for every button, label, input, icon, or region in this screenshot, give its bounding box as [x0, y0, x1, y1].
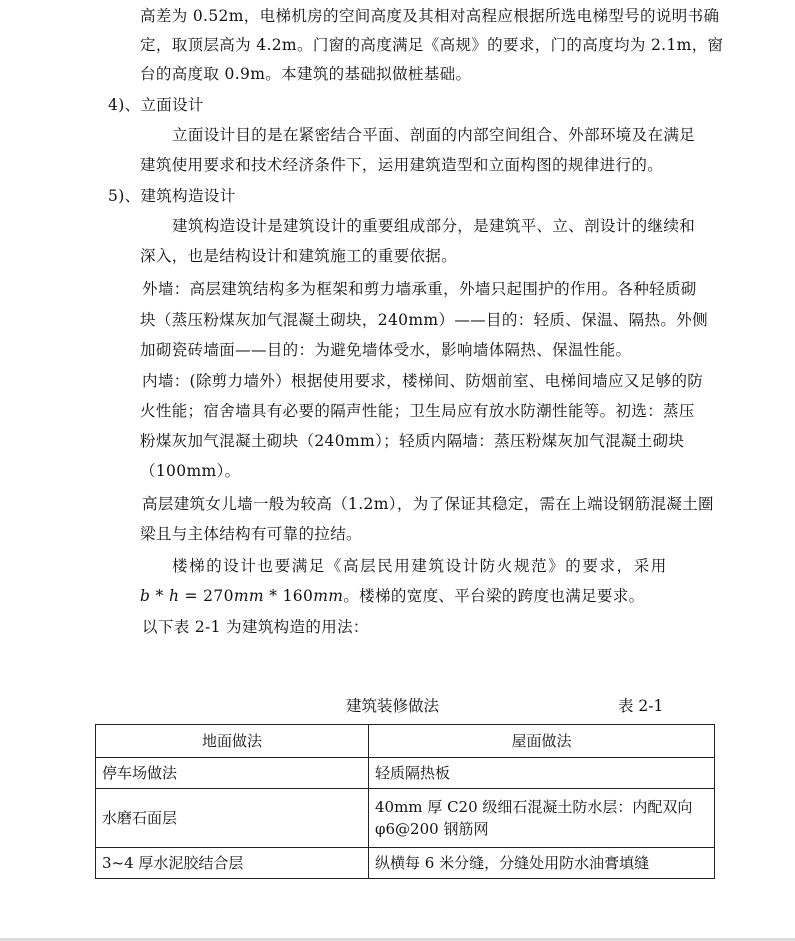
- paragraph-line: 内墙：(除剪力墙外）根据使用要求，楼梯间、防烟前室、电梯间墙应又足够的防: [142, 372, 704, 390]
- table-header-cell: 屋面做法: [369, 725, 715, 758]
- paragraph-line: 以下表 2-1 为建筑构造的用法：: [142, 618, 369, 636]
- formula-op: * 160: [263, 587, 314, 605]
- paragraph-line: 外墙：高层建筑结构多为框架和剪力墙承重，外墙只起围护的作用。各种轻质砌: [142, 280, 697, 298]
- section-heading-facade: 4)、立面设计: [108, 96, 204, 114]
- formula-line: [140, 586, 644, 606]
- paragraph-line: 台的高度取 0.9m。本建筑的基础拟做桩基础。: [140, 65, 472, 83]
- table-cell: 纵横每 6 米分缝，分缝处用防水油膏填缝: [369, 848, 715, 879]
- table-row: [96, 848, 715, 879]
- table-row: [96, 789, 715, 848]
- paragraph-line: （100mm）。: [140, 462, 241, 480]
- table-number: 表 2-1: [618, 697, 664, 715]
- finish-table: [95, 724, 715, 879]
- table-title: 建筑装修做法: [346, 697, 440, 715]
- paragraph-text: 。楼梯的宽度、平台梁的跨度也满足要求。: [343, 587, 645, 605]
- paragraph-line: 加砌瓷砖墙面——目的：为避免墙体受水，影响墙体隔热、保温性能。: [140, 341, 632, 359]
- paragraph-line: 高差为 0.52m，电梯机房的空间高度及其相对高程应根据所选电梯型号的说明书确: [140, 7, 720, 25]
- table-header-cell: 地面做法: [96, 725, 369, 758]
- table-cell: 3~4 厚水泥胶结合层: [96, 848, 369, 879]
- paragraph-line: 楼梯的设计也要满足《高层民用建筑设计防火规范》的要求，采用: [172, 557, 668, 575]
- table-cell: 轻质隔热板: [369, 758, 715, 789]
- formula-op: *: [150, 587, 169, 605]
- formula: [140, 587, 343, 605]
- table-header-row: [96, 725, 715, 758]
- paragraph-line: 粉煤灰加气混凝土砌块（240mm）；轻质内隔墙：蒸压粉煤灰加气混凝土砌块: [140, 432, 685, 450]
- formula-eq: = 270: [179, 587, 234, 605]
- paragraph-line: 火性能；宿舍墙具有必要的隔声性能；卫生局应有放水防潮性能等。初选：蒸压: [140, 402, 695, 420]
- table-cell: 水磨石面层: [96, 789, 369, 848]
- table-cell: 40mm 厚 C20 级细石混凝土防水层：内配双向φ6@200 钢筋网: [369, 789, 715, 848]
- table-cell: 停车场做法: [96, 758, 369, 789]
- formula-var-h: h: [168, 587, 180, 605]
- section-heading-construction: 5)、建筑构造设计: [108, 187, 236, 205]
- paragraph-line: 建筑构造设计是建筑设计的重要组成部分，是建筑平、立、剖设计的继续和: [172, 217, 696, 235]
- paragraph-line: 立面设计目的是在紧密结合平面、剖面的内部空间组合、外部环境及在满足: [172, 126, 696, 144]
- paragraph-line: 定，取顶层高为 4.2m。门窗的高度满足《高规》的要求，门的高度均为 2.1m，窗: [140, 36, 724, 54]
- paragraph-line: 块（蒸压粉煤灰加气混凝土砌块，240mm）——目的：轻质、保温、隔热。外侧: [140, 311, 708, 329]
- paragraph-line: 深入，也是结构设计和建筑施工的重要依据。: [140, 247, 458, 265]
- paragraph-line: 高层建筑女儿墙一般为较高（1.2m），为了保证其稳定，需在上端设钢筋混凝土圈: [142, 495, 714, 513]
- formula-unit: mm: [313, 587, 344, 605]
- paragraph-line: 梁且与主体结构有可靠的拉结。: [140, 525, 362, 543]
- table-row: [96, 758, 715, 789]
- formula-unit: mm: [233, 587, 264, 605]
- formula-var-b: b: [140, 587, 151, 605]
- paragraph-line: 建筑使用要求和技术经济条件下，运用建筑造型和立面构图的规律进行的。: [140, 156, 664, 174]
